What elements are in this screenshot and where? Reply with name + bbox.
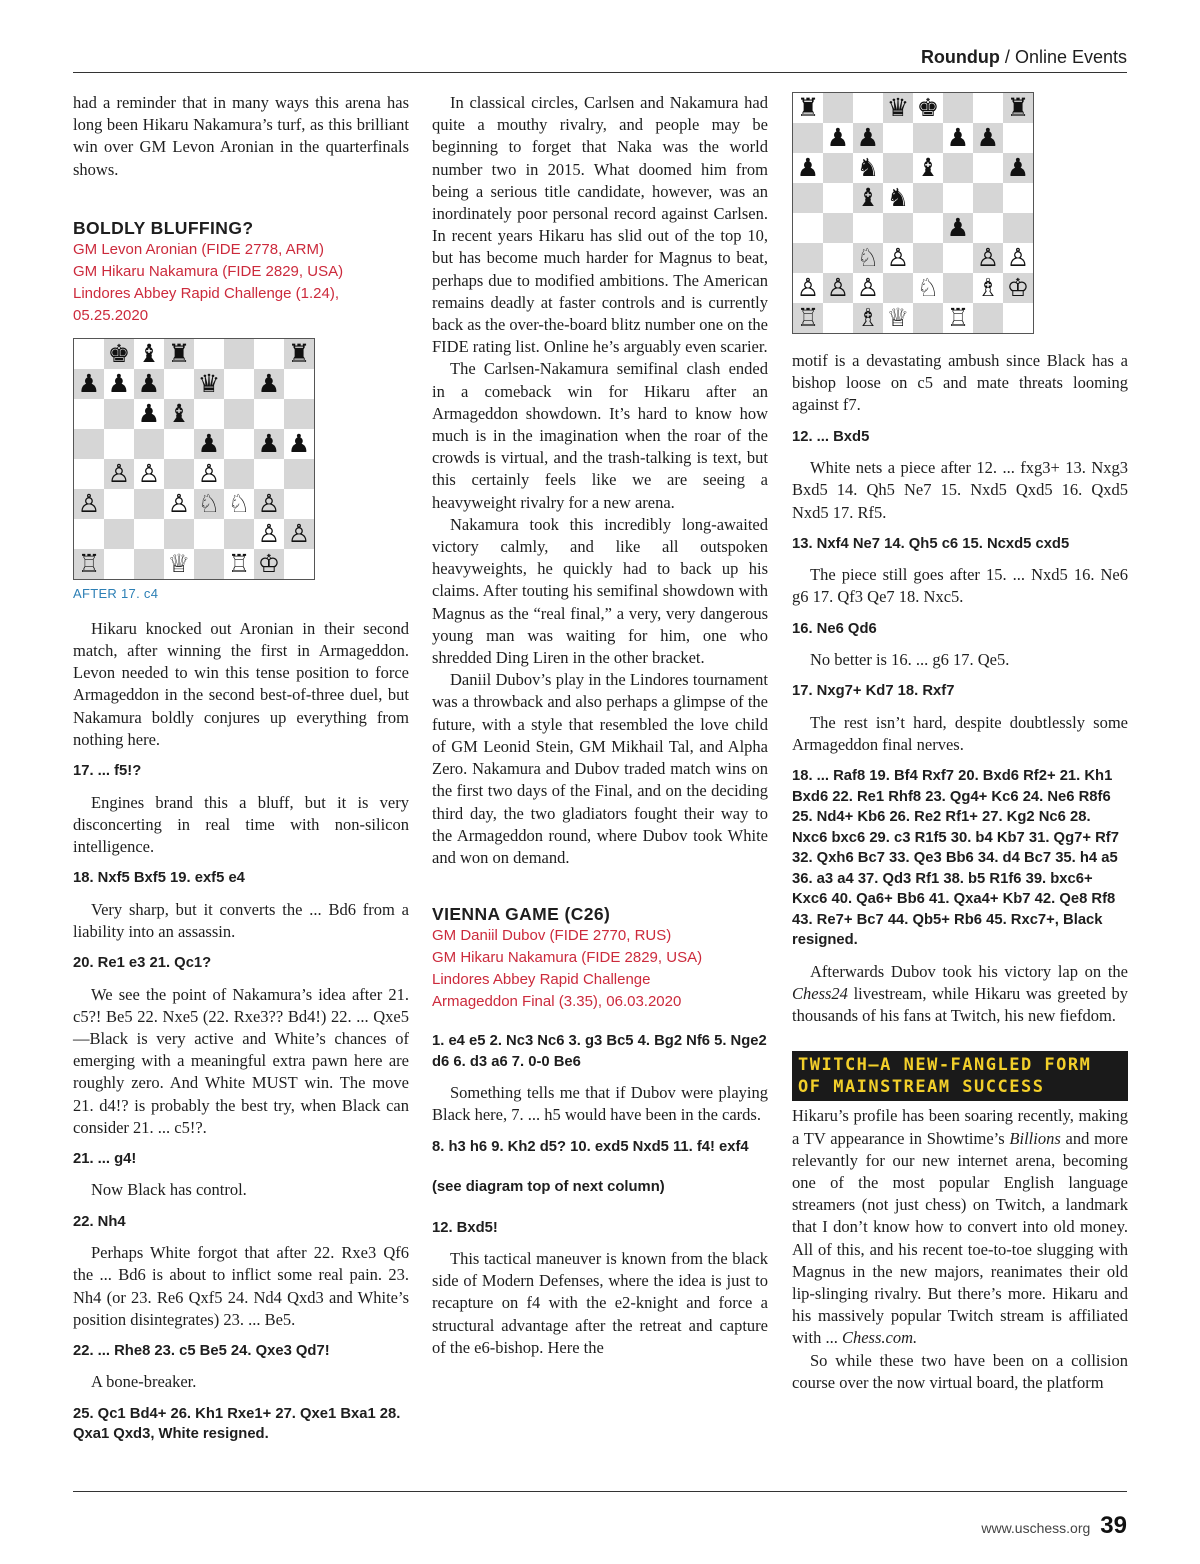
chess-piece: ♖ [943, 303, 973, 333]
chess-piece: ♙ [823, 273, 853, 303]
board-square [104, 429, 134, 459]
col2-paragraph: Nakamura took this incredibly long-awaited victory calmly, and like all outspoken heavyweights, he quickly had to back up his claims. After touting his semifinal showdown with Magnus as the “real final,” a very, very dangerous young man was waiting for him, one who shredded Ding Liren in the other bracket. [432, 514, 768, 668]
chess-piece: ♝ [913, 153, 943, 183]
chess-piece: ♟ [104, 369, 134, 399]
chess-piece: ♙ [1003, 243, 1033, 273]
board-square [104, 489, 134, 519]
text-run: Afterwards Dubov took his victory lap on the [810, 961, 1128, 981]
chess-piece: ♙ [134, 459, 164, 489]
chess-piece: ♙ [883, 243, 913, 273]
board-square [913, 303, 943, 333]
chess-piece: ♞ [883, 183, 913, 213]
col3-paragraph: No better is 16. ... g6 17. Qe5. [810, 650, 1010, 670]
chess-piece: ♟ [284, 429, 314, 459]
board-square [793, 183, 823, 213]
chess-piece: ♖ [793, 303, 823, 333]
board-square [883, 273, 913, 303]
chess-piece: ♕ [164, 549, 194, 579]
board-square [943, 153, 973, 183]
board-square [284, 549, 314, 579]
board-square [1003, 183, 1033, 213]
board-square [823, 93, 853, 123]
chess-piece: ♘ [194, 489, 224, 519]
chess-piece: ♙ [104, 459, 134, 489]
chess-piece: ♟ [853, 123, 883, 153]
move-line: 17. Nxg7+ Kd7 18. Rxf7 [792, 683, 955, 700]
move-line: 21. ... g4! [73, 1150, 137, 1167]
move-line: 12. ... Bxd5 [792, 428, 870, 445]
text-run: livestream, while Hikaru was greeted by thousands of his fans at Twitch, his new fiefdom. [792, 983, 1128, 1026]
board-square [853, 213, 883, 243]
chess-piece: ♙ [74, 489, 104, 519]
col1-paragraph: Perhaps White forgot that after 22. Rxe3 Qf6 the ... Bd6 is about to inflict some real pain. 23. Nh4 (or 23. Re6 Qxf5 24. Nd4 Qxd3 and White’s position disintegrates) 23. ... Be5. [73, 1243, 409, 1329]
board-square [224, 399, 254, 429]
move-line: 12. Bxd5! [432, 1219, 498, 1236]
col3-paragraph [792, 961, 1128, 1028]
board-square [913, 243, 943, 273]
board-square [883, 213, 913, 243]
col3-paragraph: The rest isn’t hard, despite doubtlessly some Armageddon final nerves. [792, 712, 1128, 755]
col3-paragraph: motif is a devastating ambush since Black has a bishop loose on c5 and mate threats looming against f7. [792, 351, 1128, 415]
text-run: Hikaru’s profile has been soaring recently, making a TV appearance in Showtime’s [792, 1106, 1128, 1148]
chess-piece: ♗ [853, 303, 883, 333]
game2-black: GM Hikaru Nakamura (FIDE 2829, USA) [432, 949, 703, 967]
board-square [793, 213, 823, 243]
chess-piece: ♙ [164, 489, 194, 519]
chess-piece: ♟ [823, 123, 853, 153]
board-square [134, 489, 164, 519]
col3-paragraph: The piece still goes after 15. ... Nxd5 16. Ne6 g6 17. Qf3 Qe7 18. Nxc5. [792, 565, 1128, 607]
board-square [224, 369, 254, 399]
board-square [134, 549, 164, 579]
board-square [164, 369, 194, 399]
board-square [284, 399, 314, 429]
move-line: 8. h3 h6 9. Kh2 d5? 10. exd5 Nxd5 11. f4! exf4 [432, 1138, 749, 1155]
board-square [1003, 123, 1033, 153]
board-square [134, 429, 164, 459]
footer-url: www.uschess.org [981, 1520, 1091, 1536]
board-square [254, 339, 284, 369]
chess-piece: ♟ [134, 399, 164, 429]
chess-piece: ♝ [853, 183, 883, 213]
running-header [73, 44, 1127, 72]
col1-paragraph: Now Black has control. [91, 1180, 247, 1200]
chess-piece: ♟ [254, 429, 284, 459]
col1-intro: had a reminder that in many ways this arena has long been Hikaru Nakamura’s turf, as this brilliant win over GM Levon Aronian in the quarterfinals shows. [73, 93, 409, 179]
board-square [194, 549, 224, 579]
game2-white: GM Daniil Dubov (FIDE 2770, RUS) [432, 927, 672, 945]
chess-piece: ♘ [224, 489, 254, 519]
board-square [254, 399, 284, 429]
chess-piece: ♟ [134, 369, 164, 399]
col3-paragraph [792, 1105, 1128, 1349]
board-square [853, 93, 883, 123]
chess-piece: ♖ [224, 549, 254, 579]
board-square [973, 153, 1003, 183]
move-line: 18. Nxf5 Bxf5 19. exf5 e4 [73, 870, 245, 887]
board-square [194, 339, 224, 369]
page-number: 39 [1100, 1512, 1127, 1539]
chess-piece: ♟ [1003, 153, 1033, 183]
footer-rule [73, 1491, 1127, 1492]
move-line: 17. ... f5!? [73, 763, 142, 780]
col2-paragraph: Something tells me that if Dubov were playing Black here, 7. ... h5 would have been in the cards. [432, 1083, 768, 1125]
column-2 [432, 92, 768, 1359]
move-line-final: 25. Qc1 Bd4+ 26. Kh1 Rxe1+ 27. Qxe1 Bxa1 28. Qxa1 Qxd3, White resigned. [73, 1405, 401, 1443]
chess-piece: ♟ [194, 429, 224, 459]
board-square [793, 123, 823, 153]
game1-white: GM Levon Aronian (FIDE 2778, ARM) [73, 240, 324, 258]
board-square [913, 183, 943, 213]
game1-event: Lindores Abbey Rapid Challenge (1.24), 05.25.2020 [73, 284, 340, 324]
chess-piece: ♟ [943, 123, 973, 153]
board-square [1003, 303, 1033, 333]
chess-piece: ♟ [943, 213, 973, 243]
move-line: 13. Nxf4 Ne7 14. Qh5 c6 15. Ncxd5 cxd5 [792, 535, 1070, 552]
board-square [164, 519, 194, 549]
col1-paragraph: We see the point of Nakamura’s idea after 21. c5?! Be5 22. Nxe5 (22. Rxe3?? Bd4!) 22. ... Qxe5—Black is very active and White’s chances of emerging with a meaningful extra pawn here are roughly zero. And White MUST win. The move 21. d4!? is probably the best try, when Black can consider 21. ... c5!?. [73, 984, 409, 1137]
column-1 [73, 92, 409, 1445]
move-line: 22. Nh4 [73, 1213, 126, 1230]
chess-diagram-2 [792, 92, 1034, 334]
chess-piece: ♙ [793, 273, 823, 303]
board-square [194, 519, 224, 549]
col2-paragraph: Daniil Dubov’s play in the Lindores tournament was a throwback and also perhaps a glimpse of the future, with a style that resembled the love child of GM Leonid Stein, GM Mikhail Tal, and Alpha Zero. Nakamura and Dubov traded match wins on the first two days of the Final, and on the deciding third day, the two gladiators fought their way to the Armageddon round, where Dubov took White and won on demand. [432, 670, 768, 867]
board-square [224, 339, 254, 369]
col1-paragraph: A bone-breaker. [91, 1372, 197, 1392]
board-square [823, 303, 853, 333]
chess-piece: ♝ [134, 339, 164, 369]
col2-paragraph: This tactical maneuver is known from the black side of Modern Defenses, where the idea is just to recapture on f4 with the e2-knight and force a structural advantage after the retreat and capture of the e6-bishop. Here the [432, 1249, 768, 1357]
board-square [793, 243, 823, 273]
chess-piece: ♙ [254, 489, 284, 519]
text-run-italic: Chess24 [792, 983, 848, 1003]
chess-piece: ♜ [284, 339, 314, 369]
column-3 [792, 92, 1128, 1394]
board-square [104, 399, 134, 429]
col2-paragraph: In classical circles, Carlsen and Nakamura had quite a mouthy rivalry, and people may be beginning to forget that Naka was the world number two in 2015. What doomed him from being a serious title candidate, however, was an inordinately poor personal record against Carlsen. In recent years Hikaru has slid out of the top 10, but has become much harder for Magnus to beat, perhaps due to modified ambitions. The American remains deadly at faster controls and is currently back as the over-the-board blitz number one on the FIDE rating list. Online he’s arguably even scarier. [432, 93, 768, 357]
chess-piece: ♚ [913, 93, 943, 123]
board-square [284, 459, 314, 489]
chess-piece: ♕ [883, 303, 913, 333]
chess-piece: ♞ [853, 153, 883, 183]
page-footer [981, 1512, 1127, 1552]
board-square [74, 339, 104, 369]
diagram-note: (see diagram top of next column) [432, 1179, 665, 1196]
board-square [224, 519, 254, 549]
move-line-final: 18. ... Raf8 19. Bf4 Rxf7 20. Bxd6 Rf2+ 21. Kh1 Bxd6 22. Re1 Rhf8 23. Qg4+ Kc6 24. Ne6 R8f6 25. Nd4+ Kb6 26. Re2 Rf1+ 27. Kg2 Nc6 28. Nxc6 bxc6 29. c3 R1f5 30. b4 Kb7 31. Qg7+ Rf7 32. Qxh6 Bc7 33. Qe3 Bb6 34. d4 Bc7 35. h4 a5 36. a3 a4 37. Qd3 Rf1 38. b5 R1f6 39. bxc6+ Kxc6 40. Qa6+ Bb6 41. Qxa4+ Kb7 42. Qe8 Rf8 43. Re7+ Bc7 44. Qb5+ Rb6 45. Rxc7+, Black resigned. [792, 768, 1119, 949]
board-square [823, 243, 853, 273]
chess-piece: ♖ [74, 549, 104, 579]
col3-paragraph: So while these two have been on a collision course over the now virtual board, the platform [792, 1350, 1128, 1392]
board-square [74, 459, 104, 489]
chess-piece: ♟ [793, 153, 823, 183]
board-square [284, 369, 314, 399]
chess-piece: ♙ [853, 273, 883, 303]
game1-title: BOLDLY BLUFFING? [73, 217, 254, 238]
chess-piece: ♜ [793, 93, 823, 123]
board-square [224, 459, 254, 489]
board-square [104, 519, 134, 549]
header-separator: / [999, 47, 1015, 67]
col2-paragraph: The Carlsen-Nakamura semifinal clash ended in a comeback win for Hikaru after an Armageddon showdown. It’s hard to know how much is in the imagination when the roar of the crowds is virtual, and the trash-talking is text, but this certainly feels like we are seeing a heavyweight rivalry for a new arena. [432, 359, 768, 512]
move-line: 1. e4 e5 2. Nc3 Nc6 3. g3 Bc5 4. Bg2 Nf6 5. Nge2 d6 6. d3 a6 7. 0-0 Be6 [432, 1033, 767, 1070]
board-square [943, 183, 973, 213]
col1-paragraph: Very sharp, but it converts the ... Bd6 from a liability into an assassin. [73, 899, 409, 941]
chess-piece: ♘ [913, 273, 943, 303]
board-square [943, 273, 973, 303]
game2-event-round: Armageddon Final (3.35), 06.03.2020 [432, 993, 682, 1011]
header-subsection: Online Events [1014, 47, 1127, 67]
board-square [823, 213, 853, 243]
board-square [943, 93, 973, 123]
board-square [164, 459, 194, 489]
text-run-italic: Billions [1009, 1128, 1061, 1148]
chess-piece: ♙ [194, 459, 224, 489]
move-line: 20. Re1 e3 21. Qc1? [73, 955, 212, 972]
board-square [104, 549, 134, 579]
board-square [74, 519, 104, 549]
move-line: 16. Ne6 Qd6 [792, 620, 877, 637]
text-run: and more relevantly for our new internet arena, becoming one of the most popular English language streamers (not just chess) on Twitch, a landmark that I don’t know how to convert into old money. All of this, and his recent toe-to-toe slugging with Magnus in the new majors, reanimates their old lip-slinging rivalry. But there’s more. Hikaru and his massively popular Twitch stream is affiliated with ... [792, 1128, 1128, 1348]
board-square [913, 213, 943, 243]
chess-piece: ♘ [853, 243, 883, 273]
chess-piece: ♙ [284, 519, 314, 549]
board-square [913, 123, 943, 153]
chess-piece: ♛ [883, 93, 913, 123]
board-square [254, 459, 284, 489]
chess-piece: ♔ [1003, 273, 1033, 303]
chess-piece: ♙ [254, 519, 284, 549]
chess-piece: ♟ [74, 369, 104, 399]
board-square [134, 519, 164, 549]
chess-piece: ♜ [164, 339, 194, 369]
text-run-italic: Chess.com. [841, 1328, 918, 1348]
chess-piece: ♝ [164, 399, 194, 429]
board-square [823, 153, 853, 183]
board-square [1003, 213, 1033, 243]
board-square [224, 429, 254, 459]
board-square [74, 429, 104, 459]
game2-event: Lindores Abbey Rapid Challenge [432, 971, 651, 989]
board-square [823, 183, 853, 213]
chess-piece: ♗ [973, 273, 1003, 303]
sidebar-heading: TWITCH—A NEW-FANGLED FORM OF MAINSTREAM SUCCESS [792, 1051, 1128, 1101]
chess-diagram-1 [73, 338, 315, 580]
board-square [284, 489, 314, 519]
board-square [883, 153, 913, 183]
chess-piece: ♟ [254, 369, 284, 399]
col1-paragraph: Hikaru knocked out Aronian in their second match, after winning the first in Armageddon. Levon needed to win this tense position to force Armageddon in the second best-of-three duel, but Nakamura boldly conjures up everything from nothing here. [73, 618, 409, 749]
chess-piece: ♛ [194, 369, 224, 399]
board-square [943, 243, 973, 273]
col3-paragraph: White nets a piece after 12. ... fxg3+ 13. Nxg3 Bxd5 14. Qh5 Ne7 15. Nxd5 Qxd5 16. Qxd5 Nxd5 17. Rf5. [792, 458, 1128, 522]
chess-piece: ♜ [1003, 93, 1033, 123]
chess-piece: ♙ [973, 243, 1003, 273]
board-square [973, 213, 1003, 243]
chess-piece: ♟ [973, 123, 1003, 153]
board-square [973, 183, 1003, 213]
board-square [164, 429, 194, 459]
diagram-1-caption: AFTER 17. c4 [73, 585, 159, 601]
header-rule [73, 72, 1127, 73]
game2-title: VIENNA GAME (C26) [432, 904, 611, 925]
board-square [973, 303, 1003, 333]
board-square [883, 123, 913, 153]
board-square [74, 399, 104, 429]
move-line: 22. ... Rhe8 23. c5 Be5 24. Qxe3 Qd7! [73, 1342, 330, 1359]
chess-piece: ♔ [254, 549, 284, 579]
col1-paragraph: Engines brand this a bluff, but it is very disconcerting in real time with non-silicon intelligence. [73, 792, 409, 856]
game1-black: GM Hikaru Nakamura (FIDE 2829, USA) [73, 262, 344, 280]
chess-piece: ♚ [104, 339, 134, 369]
header-section: Roundup [920, 47, 1000, 67]
board-square [973, 93, 1003, 123]
board-square [194, 399, 224, 429]
